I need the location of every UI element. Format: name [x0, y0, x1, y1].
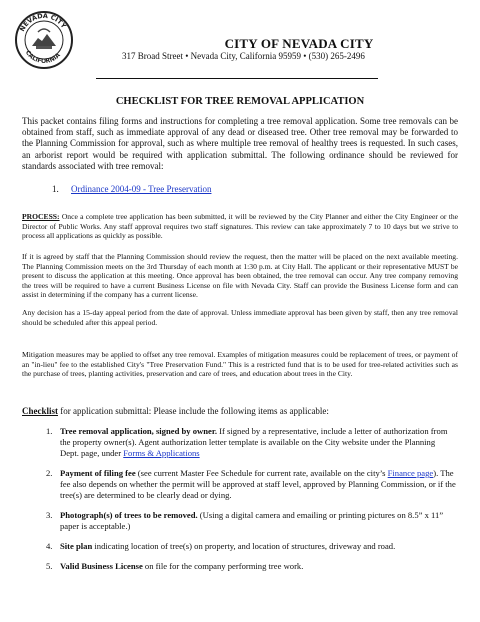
item-text: on file for the company performing tree work.	[142, 561, 304, 571]
item-text: (Using a digital camera and emailing or printing pictures on 8.5” x 11” paper is acceptable.)	[60, 510, 444, 531]
item-number: 4.	[46, 541, 53, 551]
item-number: 1.	[46, 426, 53, 436]
city-header	[0, 36, 480, 52]
item-text: If signed by a representative, include a letter of authorization from the property owner(s). Agent authorization letter template is available on the City website under the Planning Dept. page, under	[60, 426, 448, 458]
city-address: 317 Broad Street • Nevada City, California 95959 • (530) 265-2496	[122, 51, 365, 61]
city-name: CITY OF NEVADA CITY	[224, 36, 374, 51]
process-paragraph	[22, 212, 458, 241]
item-title: Payment of filing fee	[60, 468, 136, 478]
header-divider	[96, 78, 378, 79]
svg-text:NEVADA CITY: NEVADA CITY	[18, 11, 68, 33]
checklist-heading	[22, 406, 329, 416]
checklist-items	[46, 426, 456, 581]
checklist-label: Checklist	[22, 406, 58, 416]
ordinance-list-item	[52, 184, 211, 194]
ordinance-link[interactable]: Ordinance 2004-09 - Tree Preservation	[71, 184, 212, 194]
item-text: indicating location of tree(s) on property, and location of structures, driveway and road.	[92, 541, 396, 551]
ordinance-number: 1.	[52, 184, 59, 194]
mitigation-paragraph: Mitigation measures may be applied to offset any tree removal. Examples of mitigation measures could be replacement of trees, or payment of an "in-lieu" fee to the established City's "Tree Preservation Fund." This is a restricted fund that is to be used for tree-related activities such as the purchase of trees, planting activities, preservation and care of trees, and education about trees in the City.	[22, 350, 458, 379]
item-text: (see current Master Fee Schedule for current rate, available on the city’s	[135, 468, 388, 478]
item-number: 2.	[46, 468, 53, 478]
checklist-item	[46, 561, 456, 572]
forms-applications-link[interactable]: Forms & Applications	[123, 448, 200, 458]
checklist-item	[46, 468, 456, 501]
appeal-paragraph: Any decision has a 15-day appeal period from the date of approval. Unless immediate approval has been given by staff, then any tree removal should be scheduled after this appeal period.	[22, 308, 458, 327]
checklist-item	[46, 426, 456, 459]
item-title: Tree removal application, signed by owner.	[60, 426, 217, 436]
item-title: Photograph(s) of trees to be removed.	[60, 510, 198, 520]
intro-paragraph: This packet contains filing forms and instructions for completing a tree removal application. Some tree removals can be obtained from staff, such as immediate approval of any dead or diseased tree. Other tree removal may be forwarded to the Planning Commission for approval, such as where multiple tree removal of healthy trees is requested. In such cases, an arborist report would be required with application submittal. The following ordinance should be reviewed for standards associated with tree removal:	[22, 116, 458, 171]
checklist-item	[46, 541, 456, 552]
process-text: Once a complete tree application has been submitted, it will be reviewed by the City Planner and either the City Engineer or the Director of Public Works. Any staff approval requires two staff signatures. This review can take approximately 7 to 10 days but we strive to process all applications as quickly as possible.	[22, 212, 458, 241]
checklist-item	[46, 510, 456, 532]
process-label: PROCESS:	[22, 212, 60, 221]
item-number: 5.	[46, 561, 53, 571]
item-number: 3.	[46, 510, 53, 520]
planning-commission-paragraph: If it is agreed by staff that the Planning Commission should review the request, then the matter will be placed on the next available meeting. The Planning Commission meets on the 3rd Thursday of each month at 1:30 p.m. at City Hall. The applicant or their representative MUST be present to discuss the application at this meeting. Once approval has been obtained, the tree removal can occur. Any tree company removing the trees will be required to have a current Business License on file with Nevada City. Staff can provide the Business License form and can assist in determining if the company has a current license.	[22, 252, 458, 300]
finance-page-link[interactable]: Finance page	[387, 468, 434, 478]
svg-text:CALIFORNIA: CALIFORNIA	[23, 49, 62, 66]
item-text-after: ). The fee also depends on whether the permit will be approved at staff level, approved by Planning Commission, or if the tree(s) are determined to be clearly dead or dying.	[60, 468, 456, 500]
document-title: CHECKLIST FOR TREE REMOVAL APPLICATION	[115, 96, 365, 107]
item-title: Valid Business License	[60, 561, 143, 571]
item-title: Site plan	[60, 541, 93, 551]
checklist-intro-text: for application submittal: Please include the following items as applicable:	[58, 406, 329, 416]
